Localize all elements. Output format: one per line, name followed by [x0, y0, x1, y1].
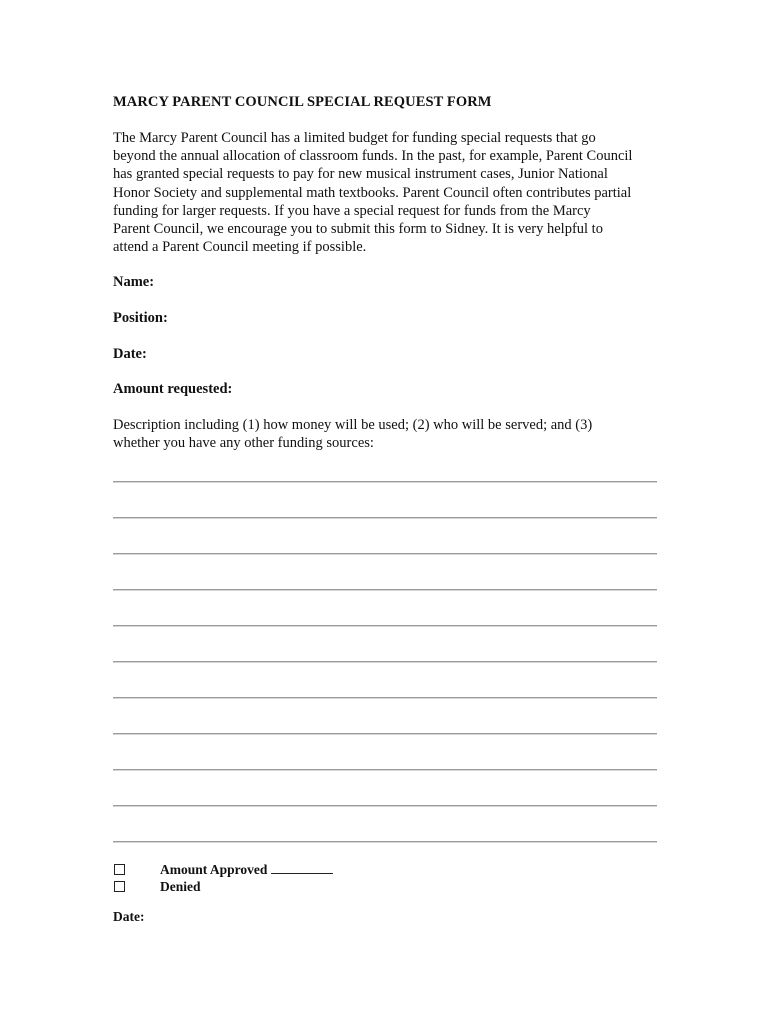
writing-line[interactable] [113, 769, 657, 771]
description-writing-area[interactable] [113, 481, 657, 877]
intro-line: The Marcy Parent Council has a limited budget for funding special requests that go [113, 130, 596, 146]
form-title: MARCY PARENT COUNCIL SPECIAL REQUEST FORM [113, 94, 492, 110]
writing-line[interactable] [113, 805, 657, 807]
approval-section [113, 861, 513, 895]
intro-line: Parent Council, we encourage you to submit this form to Sidney. It is very helpful to [113, 221, 603, 238]
form-body [113, 93, 657, 452]
approved-option[interactable] [113, 861, 513, 878]
denied-label: Denied [160, 878, 201, 894]
intro-paragraph [113, 129, 657, 256]
approved-label: Amount Approved [160, 862, 333, 878]
writing-line[interactable] [113, 841, 657, 843]
writing-line[interactable] [113, 517, 657, 519]
name-field-label[interactable]: Name: [113, 274, 155, 291]
writing-line[interactable] [113, 661, 657, 663]
writing-line[interactable] [113, 625, 657, 627]
approved-amount-blank[interactable] [271, 862, 333, 874]
writing-line[interactable] [113, 589, 657, 591]
intro-line: beyond the annual allocation of classroom funds. In the past, for example, Parent Council [113, 148, 633, 165]
intro-line: Honor Society and supplemental math textbooks. Parent Council often contributes partial [113, 184, 632, 201]
decision-date-label[interactable]: Date: [113, 909, 145, 924]
description-line: Description including (1) how money will be used; (2) who will be served; and (3) [113, 417, 593, 434]
writing-line[interactable] [113, 553, 657, 555]
description-prompt [113, 416, 657, 452]
denied-checkbox[interactable] [114, 881, 125, 892]
denied-option[interactable] [113, 878, 513, 895]
description-line: whether you have any other funding sources: [113, 435, 374, 452]
intro-line: has granted special requests to pay for new musical instrument cases, Junior National [113, 166, 608, 183]
intro-line: funding for larger requests. If you have a special request for funds from the Marcy [113, 202, 591, 219]
intro-line: attend a Parent Council meeting if possible. [113, 239, 367, 256]
approved-checkbox[interactable] [114, 864, 125, 875]
date-field-label[interactable]: Date: [113, 346, 147, 363]
writing-line[interactable] [113, 733, 657, 735]
writing-line[interactable] [113, 697, 657, 699]
amount-requested-field-label[interactable]: Amount requested: [113, 381, 233, 398]
position-field-label[interactable]: Position: [113, 310, 168, 327]
writing-line[interactable] [113, 481, 657, 483]
